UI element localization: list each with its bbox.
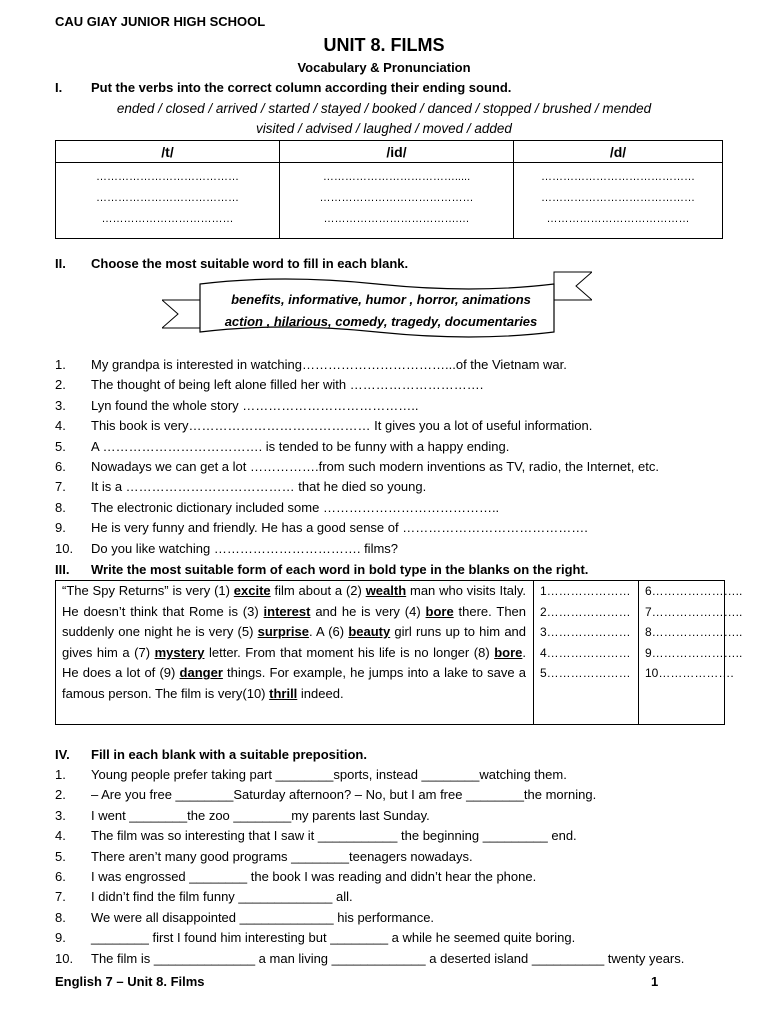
section-2-question-number: 7. bbox=[55, 479, 66, 495]
section-2-question-text[interactable]: The electronic dictionary included some ………………………………….. bbox=[91, 499, 500, 515]
verb-list-line-2: visited / advised / laughed / moved / added bbox=[256, 121, 512, 136]
answer-blank[interactable]: 10………………. bbox=[645, 666, 734, 680]
answer-column-divider bbox=[638, 580, 639, 724]
section-2-question-text[interactable]: He is very funny and friendly. He has a good sense of ……………………………………. bbox=[91, 520, 588, 536]
section-2-question-number: 9. bbox=[55, 520, 66, 536]
section-1-number: I. bbox=[55, 80, 63, 95]
section-4-question-number: 3. bbox=[55, 807, 66, 823]
column-id-header: /id/ bbox=[280, 141, 514, 163]
bold-keyword: interest bbox=[263, 603, 311, 619]
bold-keyword: danger bbox=[179, 665, 223, 681]
answer-blank[interactable]: 3………………… bbox=[540, 625, 631, 639]
school-name: CAU GIAY JUNIOR HIGH SCHOOL bbox=[55, 14, 266, 29]
answer-blank[interactable]: 7………………….. bbox=[645, 604, 743, 619]
section-2-question-number: 8. bbox=[55, 499, 66, 515]
column-t-header: /t/ bbox=[56, 141, 280, 163]
column-id-blanks[interactable]: ………………………………..... …………………………………… ……………………………….… bbox=[280, 163, 514, 239]
section-4-question-number: 5. bbox=[55, 848, 66, 864]
answer-blank[interactable]: 4………………… bbox=[540, 645, 631, 660]
section-2-question-text[interactable]: The thought of being left alone filled her with …………………………. bbox=[91, 377, 484, 393]
section-2-question-number: 1. bbox=[55, 357, 66, 372]
section-4-question-text[interactable]: I was engrossed ________ the book I was reading and didn’t hear the phone. bbox=[91, 869, 537, 884]
section-4-question-text[interactable]: ________ first I found him interesting but ________ a while he seemed quite boring. bbox=[91, 930, 576, 946]
section-2-instruction: Choose the most suitable word to fill in each blank. bbox=[91, 256, 409, 271]
answer-blank[interactable]: 9………………….. bbox=[645, 645, 743, 660]
section-2-question-text[interactable]: Nowadays we can get a lot …………….from such modern inventions as TV, radio, the Internet, etc. bbox=[91, 459, 659, 474]
section-4-question-text[interactable]: The film is ______________ a man living _____________ a deserted island __________ twenty years. bbox=[91, 950, 685, 966]
section-4-question-number: 1. bbox=[55, 767, 66, 782]
page-subtitle: Vocabulary & Pronunciation bbox=[297, 60, 471, 75]
answer-blank[interactable]: 8………………….. bbox=[645, 625, 743, 639]
bold-keyword: thrill bbox=[269, 685, 298, 701]
section-4-question-number: 10. bbox=[55, 950, 74, 966]
bold-keyword: mystery bbox=[154, 644, 205, 660]
section-2-question-text[interactable]: Lyn found the whole story ………………………………….. bbox=[91, 397, 419, 413]
answer-blank[interactable]: 2………………… bbox=[540, 604, 631, 619]
page-title: UNIT 8. FILMS bbox=[323, 35, 445, 55]
section-2-question-text[interactable]: Do you like watching ……………………………. films? bbox=[91, 540, 399, 556]
word-bank-line-2: action , hilarious, comedy, tragedy, documentaries bbox=[224, 314, 538, 329]
section-2-question-number: 3. bbox=[55, 397, 66, 413]
section-4-question-number: 2. bbox=[55, 787, 66, 803]
bold-keyword: bore bbox=[425, 603, 454, 619]
column-d-blanks[interactable]: …………………………………… …………………………………… ………………………………… bbox=[514, 163, 723, 239]
answer-blank[interactable]: 5………………… bbox=[540, 666, 631, 680]
story-text: “The Spy Returns” is very (1) excite film about a (2) wealth man who visits Italy. He doesn’t think that Rome is (3) interest and he is very (4) bore there. Then suddenly one night he is very (5) surprise. A (6) beauty girl runs up to him and gives him a (7) mystery letter. From that moment his life is no longer (8) bore. He does a lot of (9) danger things. For example, he jumps into a lake to save a famous person. The film is very(10) thrill indeed. bbox=[62, 583, 527, 701]
section-4-question-number: 7. bbox=[55, 889, 66, 905]
section-4-question-number: 6. bbox=[55, 869, 66, 884]
word-bank-line-1: benefits, informative, humor , horror, animations bbox=[231, 292, 531, 307]
bold-keyword: wealth bbox=[365, 583, 407, 598]
section-2-number: II. bbox=[55, 256, 66, 271]
section-3-instruction: Write the most suitable form of each word in bold type in the blanks on the right. bbox=[91, 562, 589, 577]
page-number: 1 bbox=[651, 974, 659, 989]
section-2-question-number: 6. bbox=[55, 459, 66, 474]
section-2-question-text[interactable]: A ………………………………. is tended to be funny with a happy ending. bbox=[91, 438, 510, 454]
section-4-question-text[interactable]: There aren’t many good programs ________teenagers nowadays. bbox=[91, 848, 473, 864]
section-4-question-number: 4. bbox=[55, 828, 66, 844]
section-2-question-number: 10. bbox=[55, 540, 74, 556]
answer-blank[interactable]: 6………………….. bbox=[645, 584, 743, 598]
section-4-question-text[interactable]: The film was so interesting that I saw it ___________ the beginning _________ end. bbox=[91, 828, 577, 844]
section-4-question-text[interactable]: Young people prefer taking part ________sports, instead ________watching them. bbox=[91, 767, 567, 782]
bold-keyword: excite bbox=[233, 583, 271, 598]
section-4-instruction: Fill in each blank with a suitable preposition. bbox=[91, 747, 367, 762]
bold-keyword: beauty bbox=[348, 624, 391, 640]
section-4-question-text[interactable]: I didn’t find the film funny _____________ all. bbox=[91, 889, 353, 905]
section-4-question-text[interactable]: – Are you free ________Saturday afternoon? – No, but I am free ________the morning. bbox=[91, 787, 597, 803]
section-4-number: IV. bbox=[55, 747, 70, 762]
section-2-question-text[interactable]: This book is very…………………………………… It gives you a lot of useful information. bbox=[91, 418, 593, 434]
verb-list-line-1: ended / closed / arrived / started / stayed / booked / danced / stopped / brushed / mended bbox=[116, 101, 652, 116]
answer-blank[interactable]: 1………………… bbox=[540, 584, 631, 598]
column-d-header: /d/ bbox=[514, 141, 723, 163]
section-2-question-number: 5. bbox=[55, 438, 66, 454]
section-4-question-number: 9. bbox=[55, 930, 66, 946]
section-2-question-number: 4. bbox=[55, 418, 66, 434]
word-bank-scroll bbox=[162, 270, 592, 350]
section-2-question-text[interactable]: It is a ………………………………… that he died so young. bbox=[91, 479, 427, 495]
bold-keyword: surprise bbox=[257, 624, 309, 640]
section-4-question-text[interactable]: We were all disappointed _____________ his performance. bbox=[91, 909, 435, 925]
section-3-number: III. bbox=[55, 562, 70, 577]
section-4-question-text[interactable]: I went ________the zoo ________my parents last Sunday. bbox=[91, 807, 430, 823]
bold-keyword: bore bbox=[494, 644, 523, 660]
sound-table bbox=[55, 140, 723, 239]
footer-title: English 7 – Unit 8. Films bbox=[55, 974, 205, 989]
section-1-instruction: Put the verbs into the correct column according their ending sound. bbox=[91, 80, 512, 95]
column-t-blanks[interactable]: ………………………………… ………………………………… ……………………………… bbox=[56, 163, 280, 239]
section-2-question-text[interactable]: My grandpa is interested in watching……………………………...of the Vietnam war. bbox=[91, 357, 567, 372]
section-2-question-number: 2. bbox=[55, 377, 66, 393]
section-4-question-number: 8. bbox=[55, 909, 66, 925]
